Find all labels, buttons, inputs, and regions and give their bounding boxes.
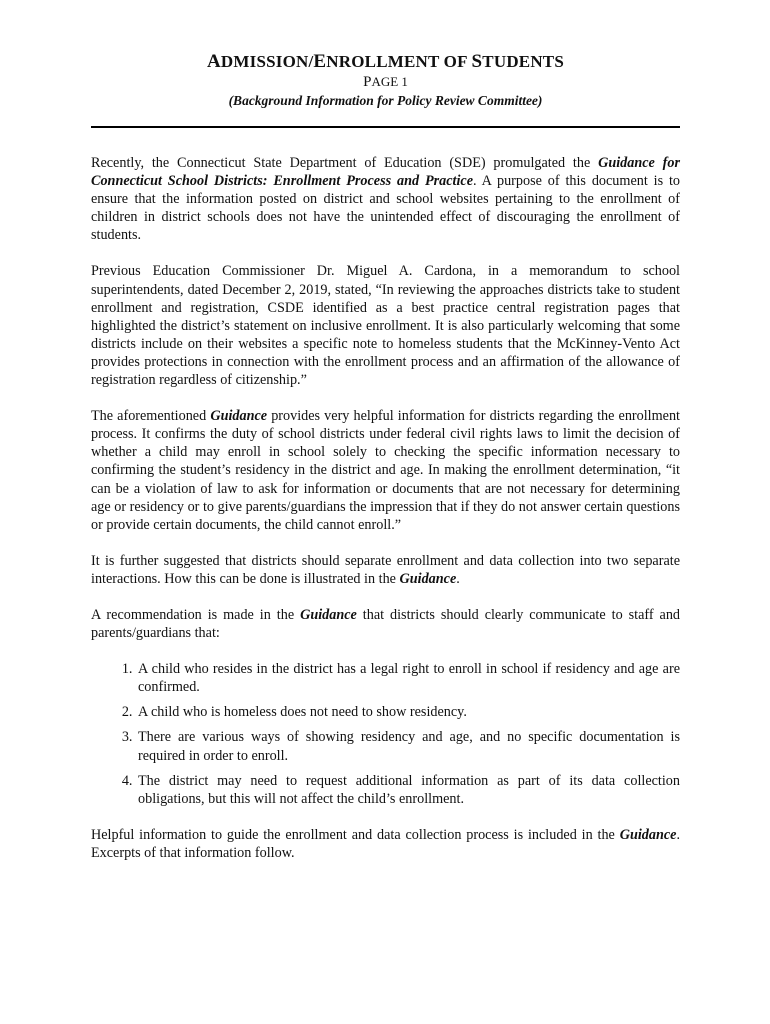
p3-text-before: The aforementioned — [91, 408, 211, 425]
title-rest-a: DMISSION/ — [220, 52, 314, 71]
p1-text-before: Recently, the Connecticut State Department of Education (SDE) promulgated the — [91, 155, 599, 171]
paragraph-helpful-information — [91, 826, 680, 862]
paragraph-guidance-info — [91, 407, 680, 534]
guidance-emphasis: Guidance — [210, 408, 268, 425]
page-label-rest: AGE 1 — [371, 74, 408, 89]
document-title — [91, 52, 680, 72]
title-rest-s: TUDENTS — [482, 52, 564, 71]
paragraph-recommendation — [91, 606, 680, 642]
title-rest-e: NROLLMENT OF — [326, 52, 472, 71]
p4-text-before: It is further suggested that districts should separate enrollment and data collection into two separate interactions. How this can be done is illustrated in the — [91, 552, 680, 587]
p4-text-after: . — [456, 570, 460, 587]
title-cap-a: A — [206, 51, 221, 72]
p5-text-after: that districts should clearly communicate to staff and parents/guardians that: — [91, 606, 681, 642]
document-page — [91, 52, 680, 862]
list-item: 3. There are various ways of showing residency and age, and no specific documentation is required in order to enroll. — [136, 728, 680, 764]
p1-text-after: . A purpose of this document is to ensure that the information posted on district and school websites pertaining to the enrollment of children in district schools does not have the unintended effect of discouraging the enrollment of students. — [91, 173, 681, 244]
paragraph-separate-interactions — [91, 552, 680, 588]
communication-list — [91, 660, 680, 808]
paragraph-commissioner-memo: Previous Education Commissioner Dr. Miguel A. Cardona, in a memorandum to school superintendents, dated December 2, 2019, stated, “In reviewing the approaches districts take to student enrollment and registration, CSDE identified as a best practice central registration pages that highlighted the district’s statement on inclusive enrollment. It is also particularly welcoming that some districts include on their websites a specific note to homeless students that the McKinney-Vento Act provides protections in connection with the enrollment process and an affirmation of the allowance of registration regardless of citizenship.” — [91, 263, 680, 389]
title-cap-s: S — [471, 51, 483, 72]
list-item: 2. A child who is homeless does not need to show residency. — [136, 703, 680, 721]
guidance-emphasis: Guidance — [619, 826, 677, 843]
document-subtitle: (Background Information for Policy Review Committee) — [228, 93, 543, 108]
page-number — [91, 74, 680, 90]
p6-text-before: Helpful information to guide the enrollment and data collection process is included in the — [91, 826, 620, 843]
list-item: 1. A child who resides in the district has a legal right to enroll in school if residency and age are confirmed. — [136, 660, 680, 696]
list-item: 4. The district may need to request additional information as part of its data collection obligations, but this will not affect the child’s enrollment. — [136, 772, 680, 808]
p5-text-before: A recommendation is made in the — [91, 606, 301, 623]
guidance-emphasis: Guidance — [300, 606, 357, 623]
p3-text-after: provides very helpful information for districts regarding the enrollment process. It confirms the duty of school districts under federal civil rights laws to limit the decision of whether a child may enroll in school solely to checking the specific information necessary to confirming the student’s residency in the district and age. In making the enrollment determination, “it can be a violation of law to ask for information or documents that are not necessary for determining age or residency or to give parents/guardians the impression that if they do not answer certain questions or provide certain documents, the child cannot enroll.” — [91, 408, 680, 533]
guidance-emphasis: Guidance — [399, 570, 457, 587]
paragraph-intro — [91, 154, 680, 244]
p6-text-after: . Excerpts of that information follow. — [91, 826, 680, 861]
page-label-cap: P — [363, 74, 372, 90]
title-cap-e: E — [313, 51, 327, 72]
header-divider — [91, 126, 680, 128]
guidance-title-emphasis: Guidance for Connecticut School Districts: Enrollment Process and Practice — [91, 155, 681, 190]
